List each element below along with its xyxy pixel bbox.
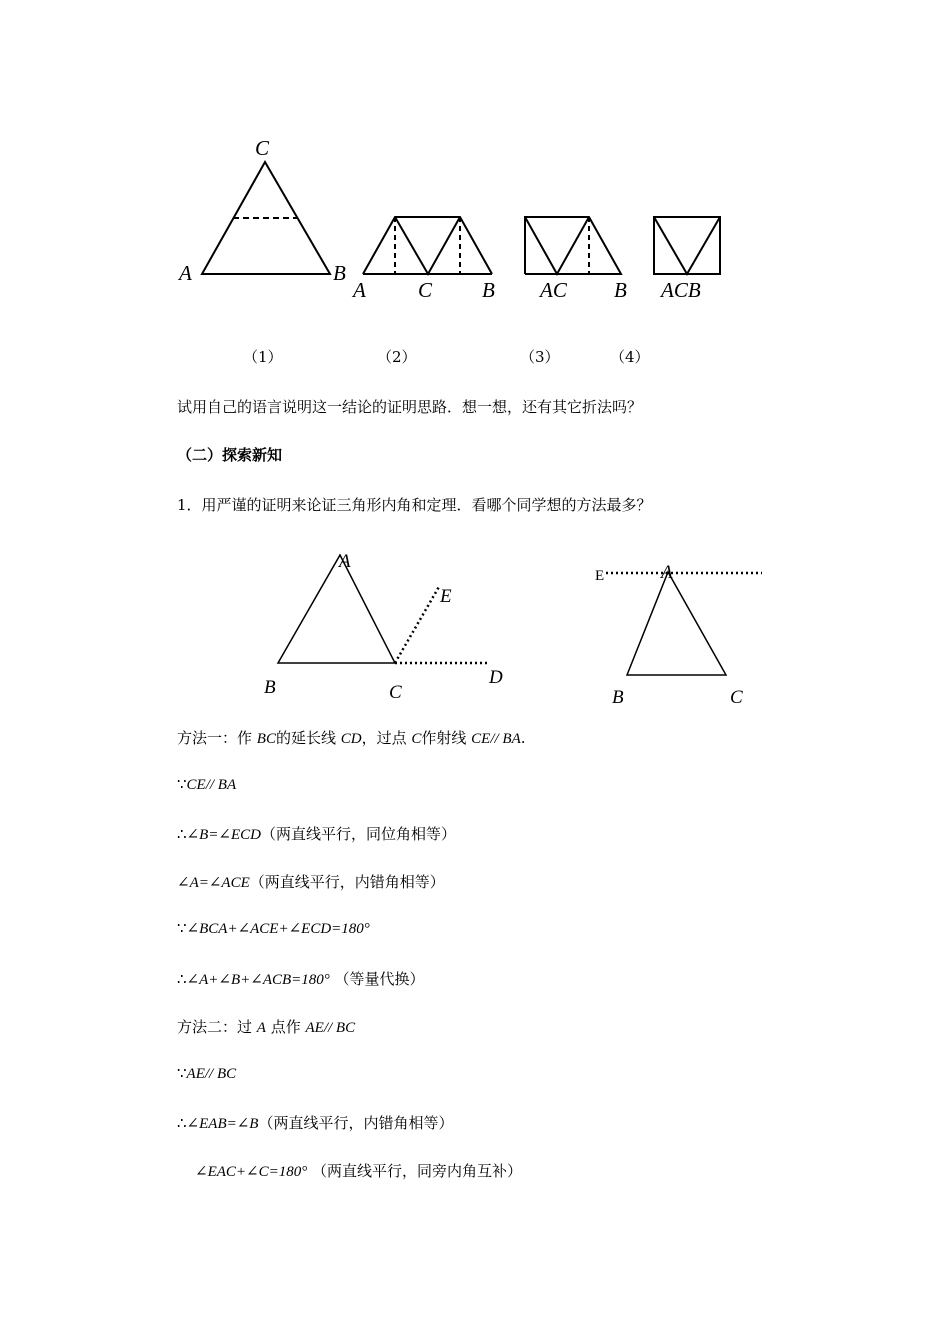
method-1-line bbox=[177, 727, 526, 748]
method-2-mid: 点作 bbox=[265, 1018, 306, 1036]
line-ae-parallel-bc: AE// BC bbox=[305, 1020, 356, 1036]
question-text: 试用自己的语言说明这一结论的证明思路．想一想，还有其它折法吗？ bbox=[177, 398, 643, 416]
method-2-step-4 bbox=[195, 1160, 522, 1181]
fig3-label-ac: AC bbox=[540, 278, 567, 302]
method-1-step-4 bbox=[177, 871, 445, 892]
caption-4: （4） bbox=[610, 348, 650, 366]
step-reason: （两直线平行，内错角相等） bbox=[249, 873, 445, 891]
method-1-mid1: 的延长线 bbox=[275, 729, 341, 747]
figure-1-triangle bbox=[202, 162, 330, 274]
left-label-e: E bbox=[440, 586, 452, 607]
section-heading: （二）探索新知 bbox=[177, 446, 283, 464]
right-label-e: E bbox=[595, 568, 605, 584]
step-expression: ∠B=∠ECD bbox=[186, 827, 261, 843]
left-label-b: B bbox=[264, 677, 276, 698]
step-expression: ∠A=∠ACE bbox=[177, 875, 250, 891]
therefore-symbol: ∴ bbox=[177, 970, 187, 988]
step-expression: AE// BC bbox=[186, 1066, 237, 1082]
because-symbol: ∵ bbox=[177, 1064, 187, 1082]
figure-4-rectangle bbox=[654, 217, 720, 274]
left-label-d: D bbox=[489, 667, 503, 688]
figure-3-folded bbox=[525, 217, 621, 274]
right-label-b: B bbox=[612, 687, 624, 708]
method-1-step-5 bbox=[177, 919, 370, 938]
fig2-label-a: A bbox=[353, 278, 366, 302]
fig4-label-acb: ACB bbox=[661, 278, 701, 302]
segment-bc: BC bbox=[256, 731, 276, 747]
proof-figures bbox=[0, 545, 950, 715]
caption-1: （1） bbox=[243, 348, 283, 366]
step-expression: ∠EAC+∠C=180° bbox=[195, 1164, 308, 1180]
method-1-mid3: 作射线 bbox=[421, 729, 472, 747]
method-1-step-2 bbox=[177, 775, 236, 794]
fig2-label-b: B bbox=[482, 278, 495, 302]
method-1-step-6 bbox=[177, 968, 425, 989]
step-expression: ∠A+∠B+∠ACB=180° bbox=[186, 972, 330, 988]
step-reason: （两直线平行，同位角相等） bbox=[260, 825, 456, 843]
method-2-line bbox=[177, 1016, 355, 1037]
left-triangle bbox=[278, 555, 395, 663]
because-symbol: ∵ bbox=[177, 775, 187, 793]
method-1-prefix: 方法一：作 bbox=[177, 729, 257, 747]
step-reason: （两直线平行，同旁内角互补） bbox=[307, 1162, 522, 1180]
right-triangle bbox=[627, 572, 726, 675]
right-label-c: C bbox=[730, 687, 743, 708]
folding-figures bbox=[0, 0, 950, 320]
step-expression: ∠EAB=∠B bbox=[186, 1116, 259, 1132]
step-reason: （两直线平行，内错角相等） bbox=[258, 1114, 454, 1132]
method-2-step-3 bbox=[177, 1112, 453, 1133]
step-expression: ∠BCA+∠ACE+∠ECD=180° bbox=[186, 921, 370, 937]
step-reason: （等量代换） bbox=[329, 970, 425, 988]
segment-cd: CD bbox=[340, 731, 362, 747]
figure-2-folded bbox=[363, 217, 492, 274]
ray-ce-parallel-ba: CE// BA bbox=[471, 731, 521, 747]
point-a: A bbox=[256, 1020, 266, 1036]
item-1-text: 1．用严谨的证明来论证三角形内角和定理．看哪个同学想的方法最多？ bbox=[177, 496, 652, 514]
method-2-prefix: 方法二：过 bbox=[177, 1018, 257, 1036]
left-label-c: C bbox=[389, 682, 402, 703]
fig1-label-a: A bbox=[179, 261, 192, 285]
therefore-symbol: ∴ bbox=[177, 825, 187, 843]
method-1-end: . bbox=[520, 729, 526, 747]
left-label-a: A bbox=[339, 551, 351, 572]
method-1-step-3 bbox=[177, 823, 456, 844]
fig1-label-c: C bbox=[255, 136, 270, 160]
because-symbol: ∵ bbox=[177, 919, 187, 937]
method-1-mid2: ，过点 bbox=[361, 729, 412, 747]
caption-3: （3） bbox=[520, 348, 560, 366]
step-expression: CE// BA bbox=[186, 777, 237, 793]
fig2-label-c: C bbox=[418, 278, 433, 302]
fig3-label-b: B bbox=[614, 278, 627, 302]
right-label-a: A bbox=[661, 562, 673, 583]
method-2-step-2 bbox=[177, 1064, 236, 1083]
fig1-label-b: B bbox=[333, 261, 346, 285]
therefore-symbol: ∴ bbox=[177, 1114, 187, 1132]
caption-2: （2） bbox=[377, 348, 417, 366]
point-c: C bbox=[411, 731, 422, 747]
